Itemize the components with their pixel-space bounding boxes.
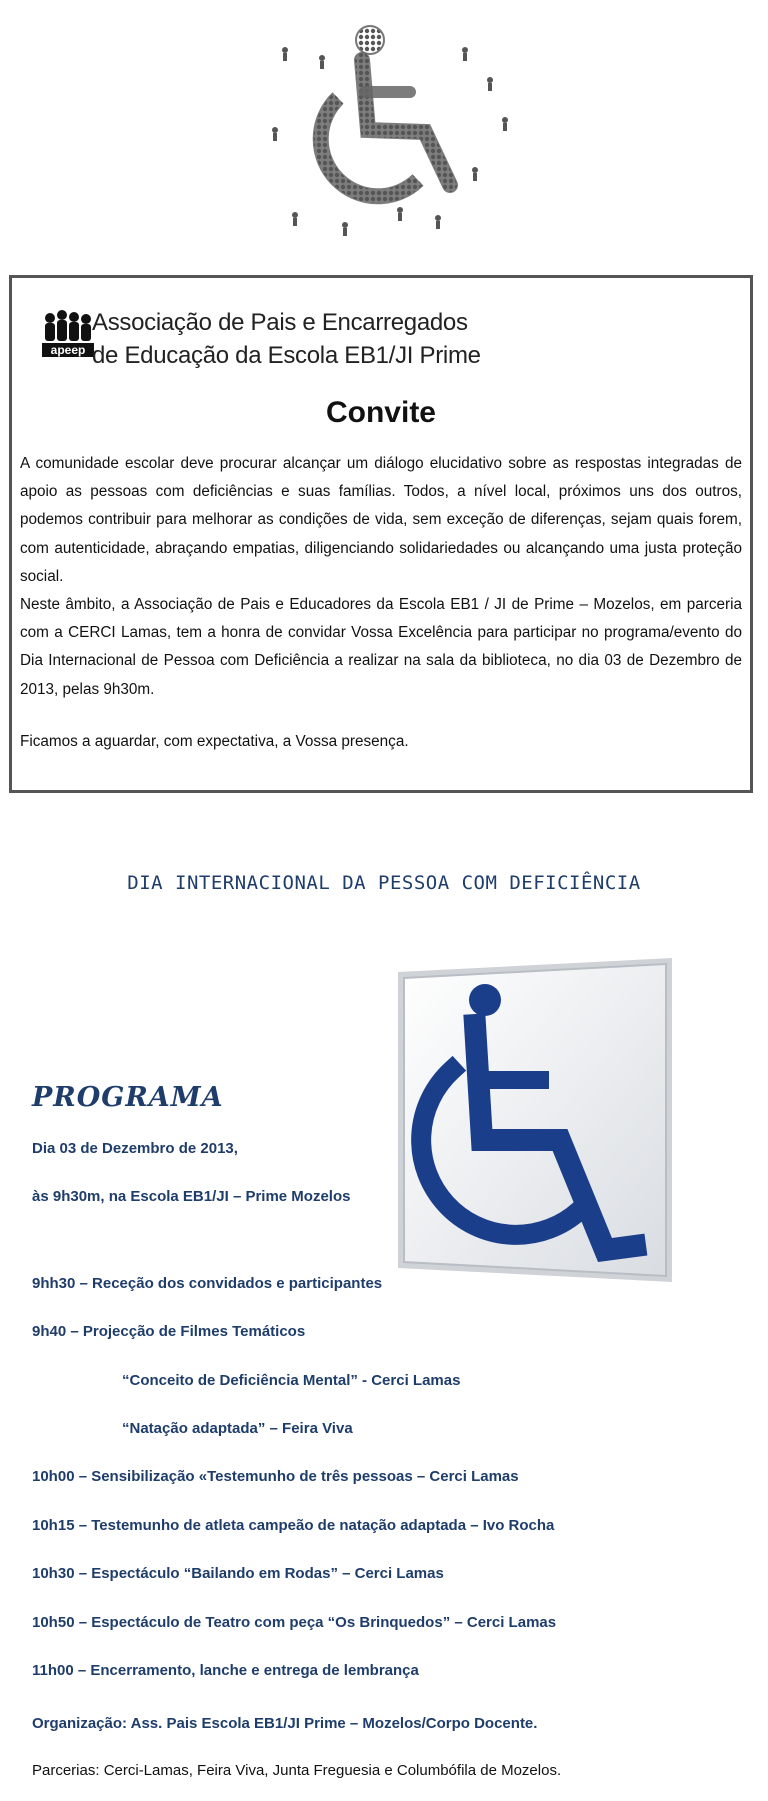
program-heading: DIA INTERNACIONAL DA PESSOA COM DEFICIÊNCIA [127,872,641,894]
program-item: 10h15 – Testemunho de atleta campeão de natação adaptada – Ivo Rocha [32,1517,555,1534]
organization-line: Organização: Ass. Pais Escola EB1/JI Prime – Mozelos/Corpo Docente. [32,1715,538,1732]
invitation-box [9,275,753,793]
program-place: às 9h30m, na Escola EB1/JI – Prime Mozelos [32,1188,351,1205]
program-item: 10h00 – Sensibilização «Testemunho de três pessoas – Cerci Lamas [32,1468,519,1485]
partners-line: Parcerias: Cerci-Lamas, Feira Viva, Junta Freguesia e Columbófila de Mozelos. [32,1762,562,1779]
program-item: 9h40 – Projecção de Filmes Temáticos [32,1323,306,1340]
program-item: 9hh30 – Receção dos convidados e participantes [32,1275,383,1292]
invitation-paragraph-3: Ficamos a aguardar, com expectativa, a Vossa presença. [20,732,409,750]
invitation-title: Convite [325,396,436,429]
program-item: 10h30 – Espectáculo “Bailando em Rodas” – Cerci Lamas [32,1565,444,1582]
program-title: PROGRAMA [32,1082,224,1113]
invitation-paragraph-1: A comunidade escolar deve procurar alcançar um diálogo elucidativo sobre as respostas integradas de apoio as pessoas com deficiências e suas famílias. Todos, a nível local, próximos uns dos outros, podemos contribuir para melhorar as condições de vida, sem exceção de diferenças, sejam quais forem, com autenticidade, abraçando empatias, diligenciando solidariedades ou alcançando uma justa proteção social. [20,455,742,585]
apeep-logo [40,308,96,364]
program-item: 11h00 – Encerramento, lanche e entrega de lembrança [32,1662,419,1679]
wheelchair-sign-image [390,950,680,1290]
invitation-body [20,450,742,756]
program-subitem: “Natação adaptada” – Feira Viva [122,1420,353,1437]
association-name [92,306,481,372]
association-name-line1: Associação de Pais e Encarregados [92,309,468,336]
invitation-paragraph-2: Neste âmbito, a Associação de Pais e Educadores da Escola EB1 / JI de Prime – Mozelos, em parceria com a CERCI Lamas, tem a honra de convidar Vossa Excelência para participar no programa/evento do Dia Internacional de Pessoa com Deficiência a realizar na sala da biblioteca, no dia 03 de Dezembro de 2013, pelas 9h30m. [20,596,742,698]
crowd-wheelchair-image [250,10,530,255]
association-name-line2: de Educação da Escola EB1/JI Prime [92,342,481,369]
program-date: Dia 03 de Dezembro de 2013, [32,1140,238,1157]
logo-text: apeep [50,343,86,357]
program-item: 10h50 – Espectáculo de Teatro com peça “Os Brinquedos” – Cerci Lamas [32,1614,557,1631]
program-subitem: “Conceito de Deficiência Mental” - Cerci Lamas [122,1372,461,1389]
